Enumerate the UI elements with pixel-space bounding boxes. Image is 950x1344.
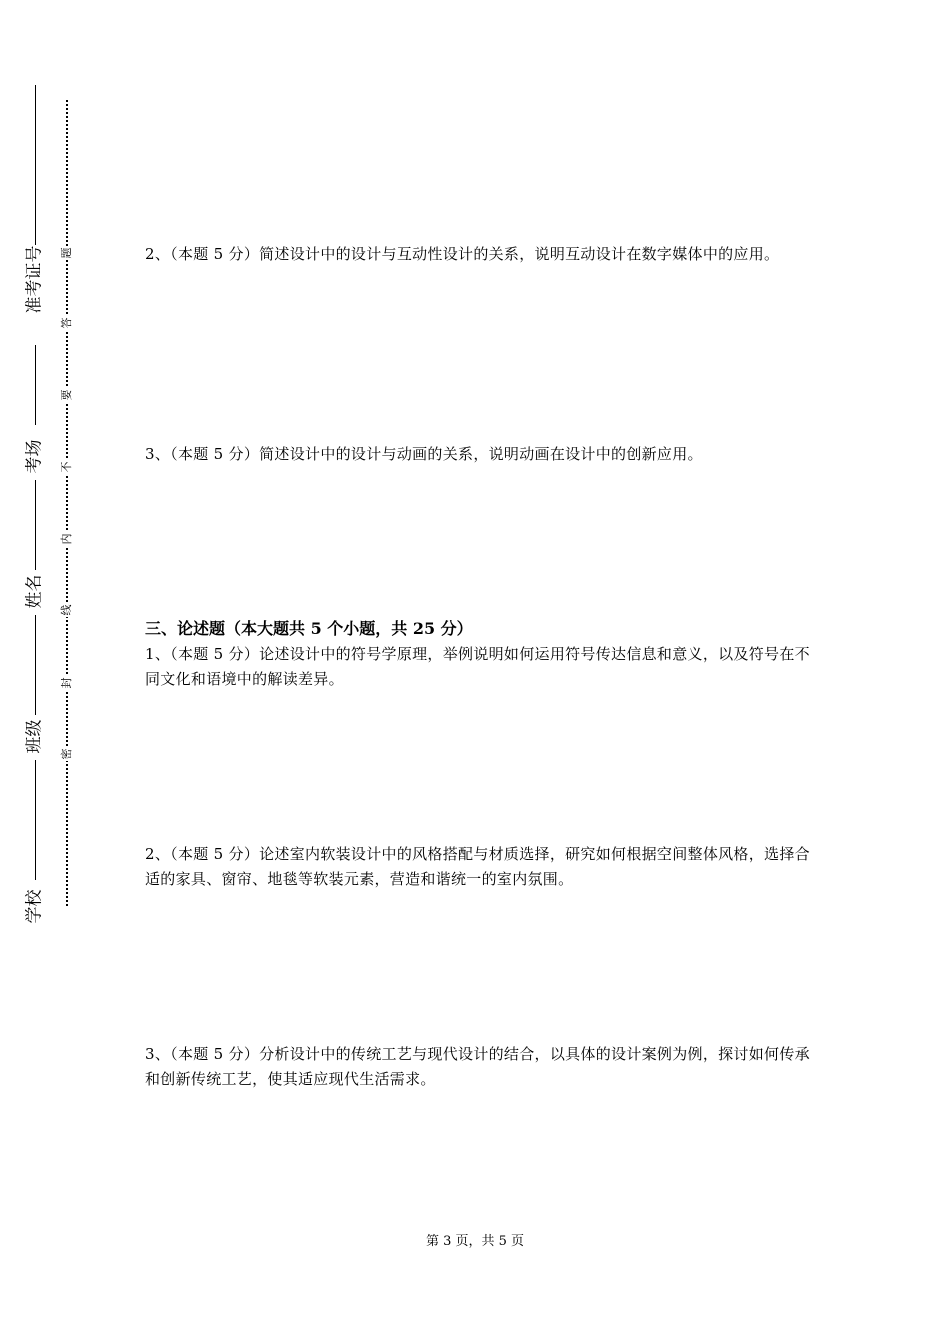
page-number: 第 3 页，共 5 页 — [425, 1234, 525, 1249]
class-label: 班级 — [24, 719, 45, 754]
seal-dotted-rule — [66, 100, 68, 906]
question-2-3: 3、（本题 5 分）简述设计中的设计与动画的关系，说明动画在设计中的创新应用。 — [145, 445, 703, 463]
seal-char: 题 — [60, 247, 73, 259]
school-label: 学校 — [24, 889, 45, 924]
exam-room-line — [35, 345, 36, 425]
binding-info-column — [20, 85, 50, 925]
question-3-1: 1、（本题 5 分）论述设计中的符号学原理，举例说明如何运用符号传达信息和意义，以及符号在不同文化和语境中的解读差异。 — [145, 645, 810, 688]
name-label: 姓名 — [24, 574, 45, 609]
seal-char: 答 — [60, 317, 73, 329]
exam-number-line — [35, 85, 36, 245]
class-line — [35, 615, 36, 715]
exam-room-label: 考场 — [24, 439, 45, 474]
question-3-3: 3、（本题 5 分）分析设计中的传统工艺与现代设计的结合，以具体的设计案例为例，探讨如何传承和创新传统工艺，使其适应现代生活需求。 — [145, 1045, 810, 1088]
seal-char: 封 — [60, 677, 73, 689]
question-2-2: 2、（本题 5 分）简述设计中的设计与互动性设计的关系，说明互动设计在数字媒体中的应用。 — [145, 245, 780, 263]
seal-char: 内 — [60, 533, 73, 545]
seal-char: 线 — [60, 604, 73, 616]
seal-line — [62, 100, 72, 906]
exam-number-label: 准考证号 — [24, 245, 45, 314]
question-3-2: 2、（本题 5 分）论述室内软装设计中的风格搭配与材质选择，研究如何根据空间整体风格，选择合适的家具、窗帘、地毯等软装元素，营造和谐统一的室内氛围。 — [145, 845, 810, 888]
school-line — [35, 760, 36, 880]
section-title: 三、论述题（本大题共 5 个小题，共 25 分） — [145, 619, 473, 638]
seal-char: 密 — [60, 748, 73, 760]
name-line — [35, 480, 36, 570]
seal-char: 不 — [60, 461, 73, 473]
seal-char: 要 — [60, 389, 73, 401]
